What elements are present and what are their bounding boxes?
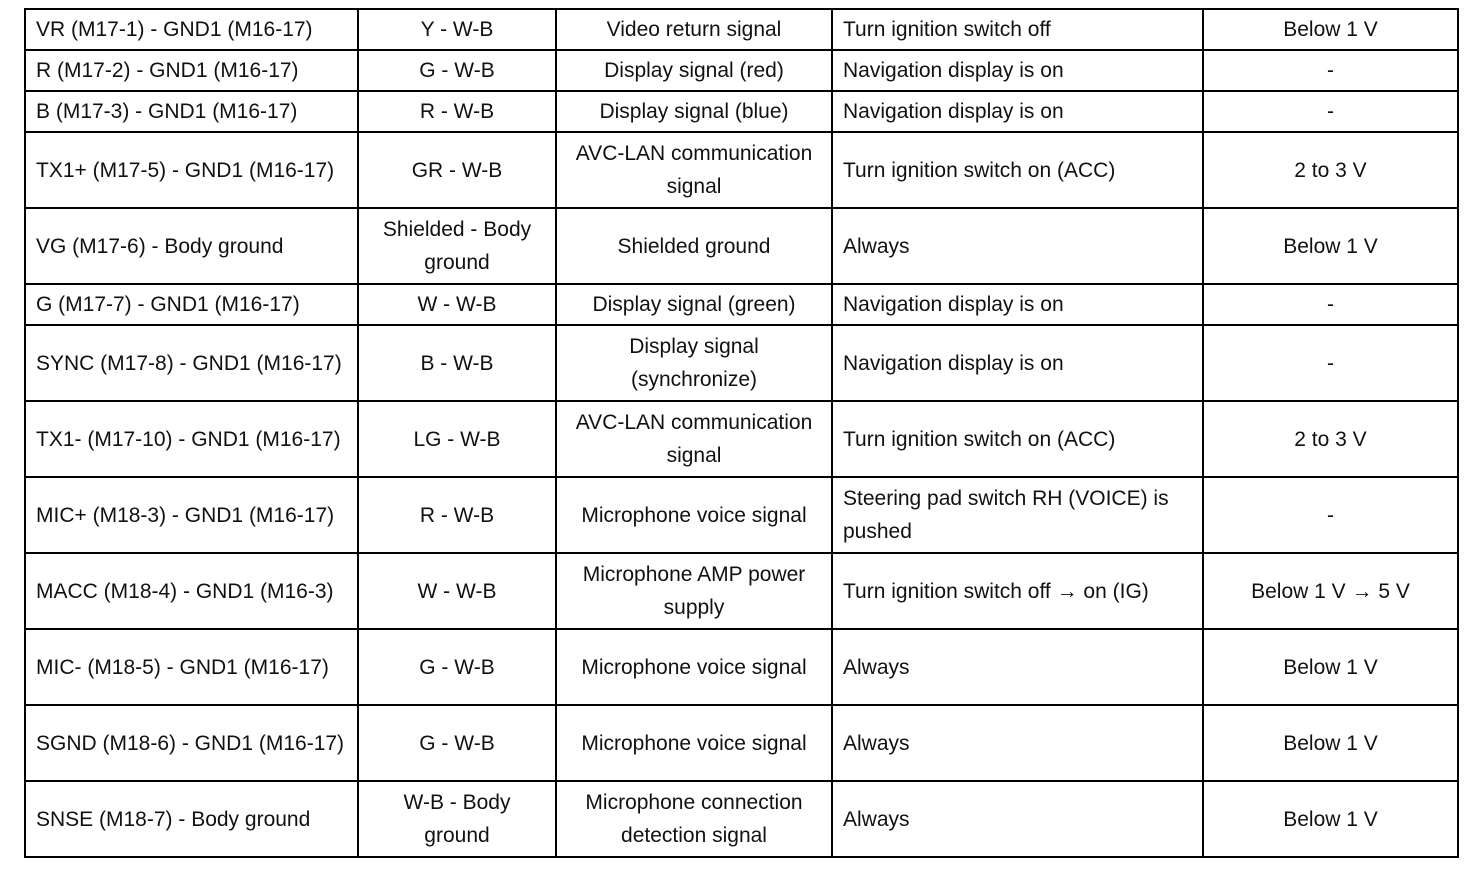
terminal-cell: MACC (M18-4) - GND1 (M16-3) <box>25 553 358 629</box>
wiring-color-cell: GR - W-B <box>358 132 556 208</box>
table-row <box>25 9 1458 50</box>
terminal-description-cell: Video return signal <box>556 9 832 50</box>
terminal-description-cell: Shielded ground <box>556 208 832 284</box>
condition-cell: Navigation display is on <box>832 325 1203 401</box>
terminal-description-cell: Display signal (red) <box>556 50 832 91</box>
specified-condition-cell: Below 1 V <box>1203 705 1458 781</box>
table-row <box>25 477 1458 553</box>
terminal-description-cell: Display signal (blue) <box>556 91 832 132</box>
terminal-cell: VR (M17-1) - GND1 (M16-17) <box>25 9 358 50</box>
specified-condition-cell: - <box>1203 477 1458 553</box>
terminal-description-cell: Microphone connection detection signal <box>556 781 832 857</box>
terminal-description-cell: Microphone voice signal <box>556 477 832 553</box>
terminal-description-cell: Microphone voice signal <box>556 705 832 781</box>
specified-condition-cell: Below 1 V <box>1203 9 1458 50</box>
terminal-description-cell: Microphone AMP power supply <box>556 553 832 629</box>
specified-condition-cell: 2 to 3 V <box>1203 132 1458 208</box>
condition-cell: Always <box>832 781 1203 857</box>
terminal-description-cell: Display signal (synchronize) <box>556 325 832 401</box>
terminal-inspection-table-wrapper <box>24 8 1457 858</box>
table-row <box>25 781 1458 857</box>
condition-cell: Steering pad switch RH (VOICE) is pushed <box>832 477 1203 553</box>
wiring-color-cell: Y - W-B <box>358 9 556 50</box>
terminal-description-cell: AVC-LAN communication signal <box>556 401 832 477</box>
table-row <box>25 284 1458 325</box>
table-row <box>25 553 1458 629</box>
terminal-cell: SGND (M18-6) - GND1 (M16-17) <box>25 705 358 781</box>
terminal-cell: G (M17-7) - GND1 (M16-17) <box>25 284 358 325</box>
table-row <box>25 705 1458 781</box>
specified-condition-cell: Below 1 V <box>1203 781 1458 857</box>
wiring-color-cell: G - W-B <box>358 705 556 781</box>
terminal-cell: TX1+ (M17-5) - GND1 (M16-17) <box>25 132 358 208</box>
condition-cell: Navigation display is on <box>832 50 1203 91</box>
wiring-color-cell: G - W-B <box>358 50 556 91</box>
terminal-cell: MIC- (M18-5) - GND1 (M16-17) <box>25 629 358 705</box>
terminal-cell: R (M17-2) - GND1 (M16-17) <box>25 50 358 91</box>
table-row <box>25 325 1458 401</box>
specified-condition-cell: Below 1 V → 5 V <box>1203 553 1458 629</box>
table-row <box>25 208 1458 284</box>
table-row <box>25 629 1458 705</box>
terminal-description-cell: Display signal (green) <box>556 284 832 325</box>
condition-cell: Turn ignition switch on (ACC) <box>832 401 1203 477</box>
wiring-color-cell: R - W-B <box>358 91 556 132</box>
condition-cell: Always <box>832 705 1203 781</box>
specified-condition-cell: - <box>1203 284 1458 325</box>
condition-cell: Turn ignition switch on (ACC) <box>832 132 1203 208</box>
wiring-color-cell: B - W-B <box>358 325 556 401</box>
terminal-description-cell: AVC-LAN communication signal <box>556 132 832 208</box>
wiring-color-cell: W - W-B <box>358 284 556 325</box>
wiring-color-cell: W - W-B <box>358 553 556 629</box>
specified-condition-cell: - <box>1203 50 1458 91</box>
table-row <box>25 401 1458 477</box>
wiring-color-cell: Shielded - Body ground <box>358 208 556 284</box>
wiring-color-cell: R - W-B <box>358 477 556 553</box>
condition-cell: Navigation display is on <box>832 284 1203 325</box>
specified-condition-cell: - <box>1203 91 1458 132</box>
terminal-cell: VG (M17-6) - Body ground <box>25 208 358 284</box>
table-row <box>25 50 1458 91</box>
condition-cell: Navigation display is on <box>832 91 1203 132</box>
terminal-cell: MIC+ (M18-3) - GND1 (M16-17) <box>25 477 358 553</box>
terminal-cell: TX1- (M17-10) - GND1 (M16-17) <box>25 401 358 477</box>
terminal-cell: SYNC (M17-8) - GND1 (M16-17) <box>25 325 358 401</box>
terminal-description-cell: Microphone voice signal <box>556 629 832 705</box>
condition-cell: Turn ignition switch off → on (IG) <box>832 553 1203 629</box>
condition-cell: Always <box>832 629 1203 705</box>
terminal-cell: B (M17-3) - GND1 (M16-17) <box>25 91 358 132</box>
terminal-inspection-table <box>24 8 1459 858</box>
table-row <box>25 132 1458 208</box>
specified-condition-cell: Below 1 V <box>1203 208 1458 284</box>
table-row <box>25 91 1458 132</box>
condition-cell: Turn ignition switch off <box>832 9 1203 50</box>
specified-condition-cell: 2 to 3 V <box>1203 401 1458 477</box>
specified-condition-cell: - <box>1203 325 1458 401</box>
wiring-color-cell: W-B - Body ground <box>358 781 556 857</box>
terminal-cell: SNSE (M18-7) - Body ground <box>25 781 358 857</box>
condition-cell: Always <box>832 208 1203 284</box>
wiring-color-cell: LG - W-B <box>358 401 556 477</box>
specified-condition-cell: Below 1 V <box>1203 629 1458 705</box>
wiring-color-cell: G - W-B <box>358 629 556 705</box>
